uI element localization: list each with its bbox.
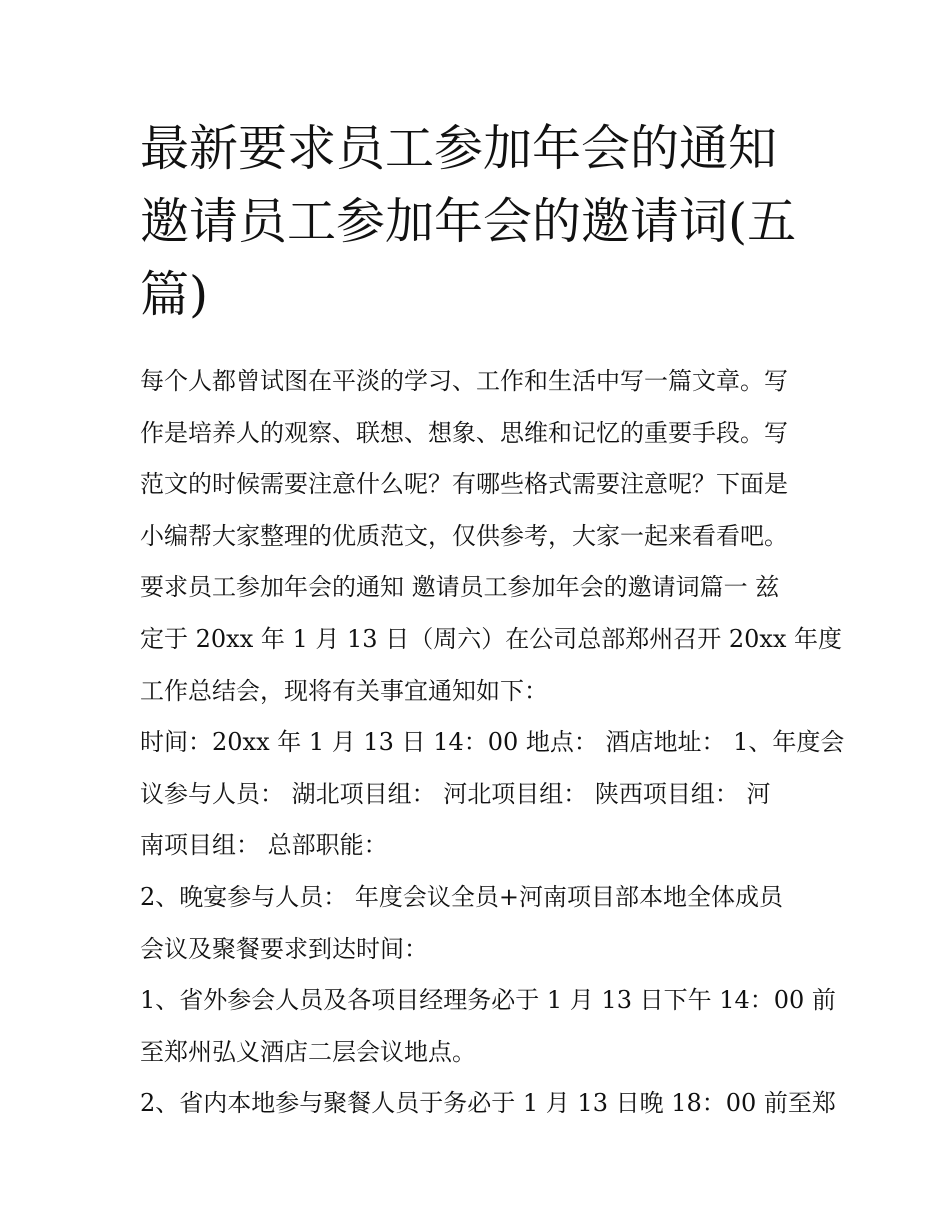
body-line: 要求员工参加年会的通知 邀请员工参加年会的邀请词篇一 兹 (140, 573, 780, 602)
body-line: 2、省内本地参与聚餐人员于务必于 1 月 13 日晚 18：00 前至郑 (140, 1089, 836, 1118)
body-line: 议参与人员： 湖北项目组： 河北项目组： 陕西项目组： 河 (140, 779, 771, 808)
body-line: 南项目组： 总部职能： (140, 831, 388, 860)
document-title (140, 112, 820, 331)
body-line: 至郑州弘义酒店二层会议地点。 (140, 1037, 476, 1066)
body-line: 作是培养人的观察、联想、想象、思维和记忆的重要手段。写 (140, 418, 788, 447)
body-line: 时间：20xx 年 1 月 13 日 14：00 地点： 酒店地址： 1、年度会 (140, 728, 845, 757)
title-line: 最新要求员工参加年会的通知 (140, 120, 778, 177)
body-line: 范文的时候需要注意什么呢？有哪些格式需要注意呢？下面是 (140, 470, 788, 499)
document-body (140, 356, 845, 1130)
title-line: 邀请员工参加年会的邀请词(五 (140, 193, 797, 250)
body-line: 小编帮大家整理的优质范文，仅供参考，大家一起来看看吧。 (140, 521, 788, 550)
body-line: 1、省外参会人员及各项目经理务必于 1 月 13 日下午 14：00 前 (140, 986, 836, 1015)
body-line: 定于 20xx 年 1 月 13 日（周六）在公司总部郑州召开 20xx 年度 (140, 624, 843, 653)
body-line: 每个人都曾试图在平淡的学习、工作和生活中写一篇文章。写 (140, 367, 788, 395)
body-line: 会议及聚餐要求到达时间： (140, 934, 428, 963)
body-line: 2、晚宴参与人员： 年度会议全员+河南项目部本地全体成员 (140, 882, 784, 911)
body-line: 工作总结会，现将有关事宜通知如下： (140, 676, 548, 705)
title-line: 篇) (140, 266, 209, 323)
